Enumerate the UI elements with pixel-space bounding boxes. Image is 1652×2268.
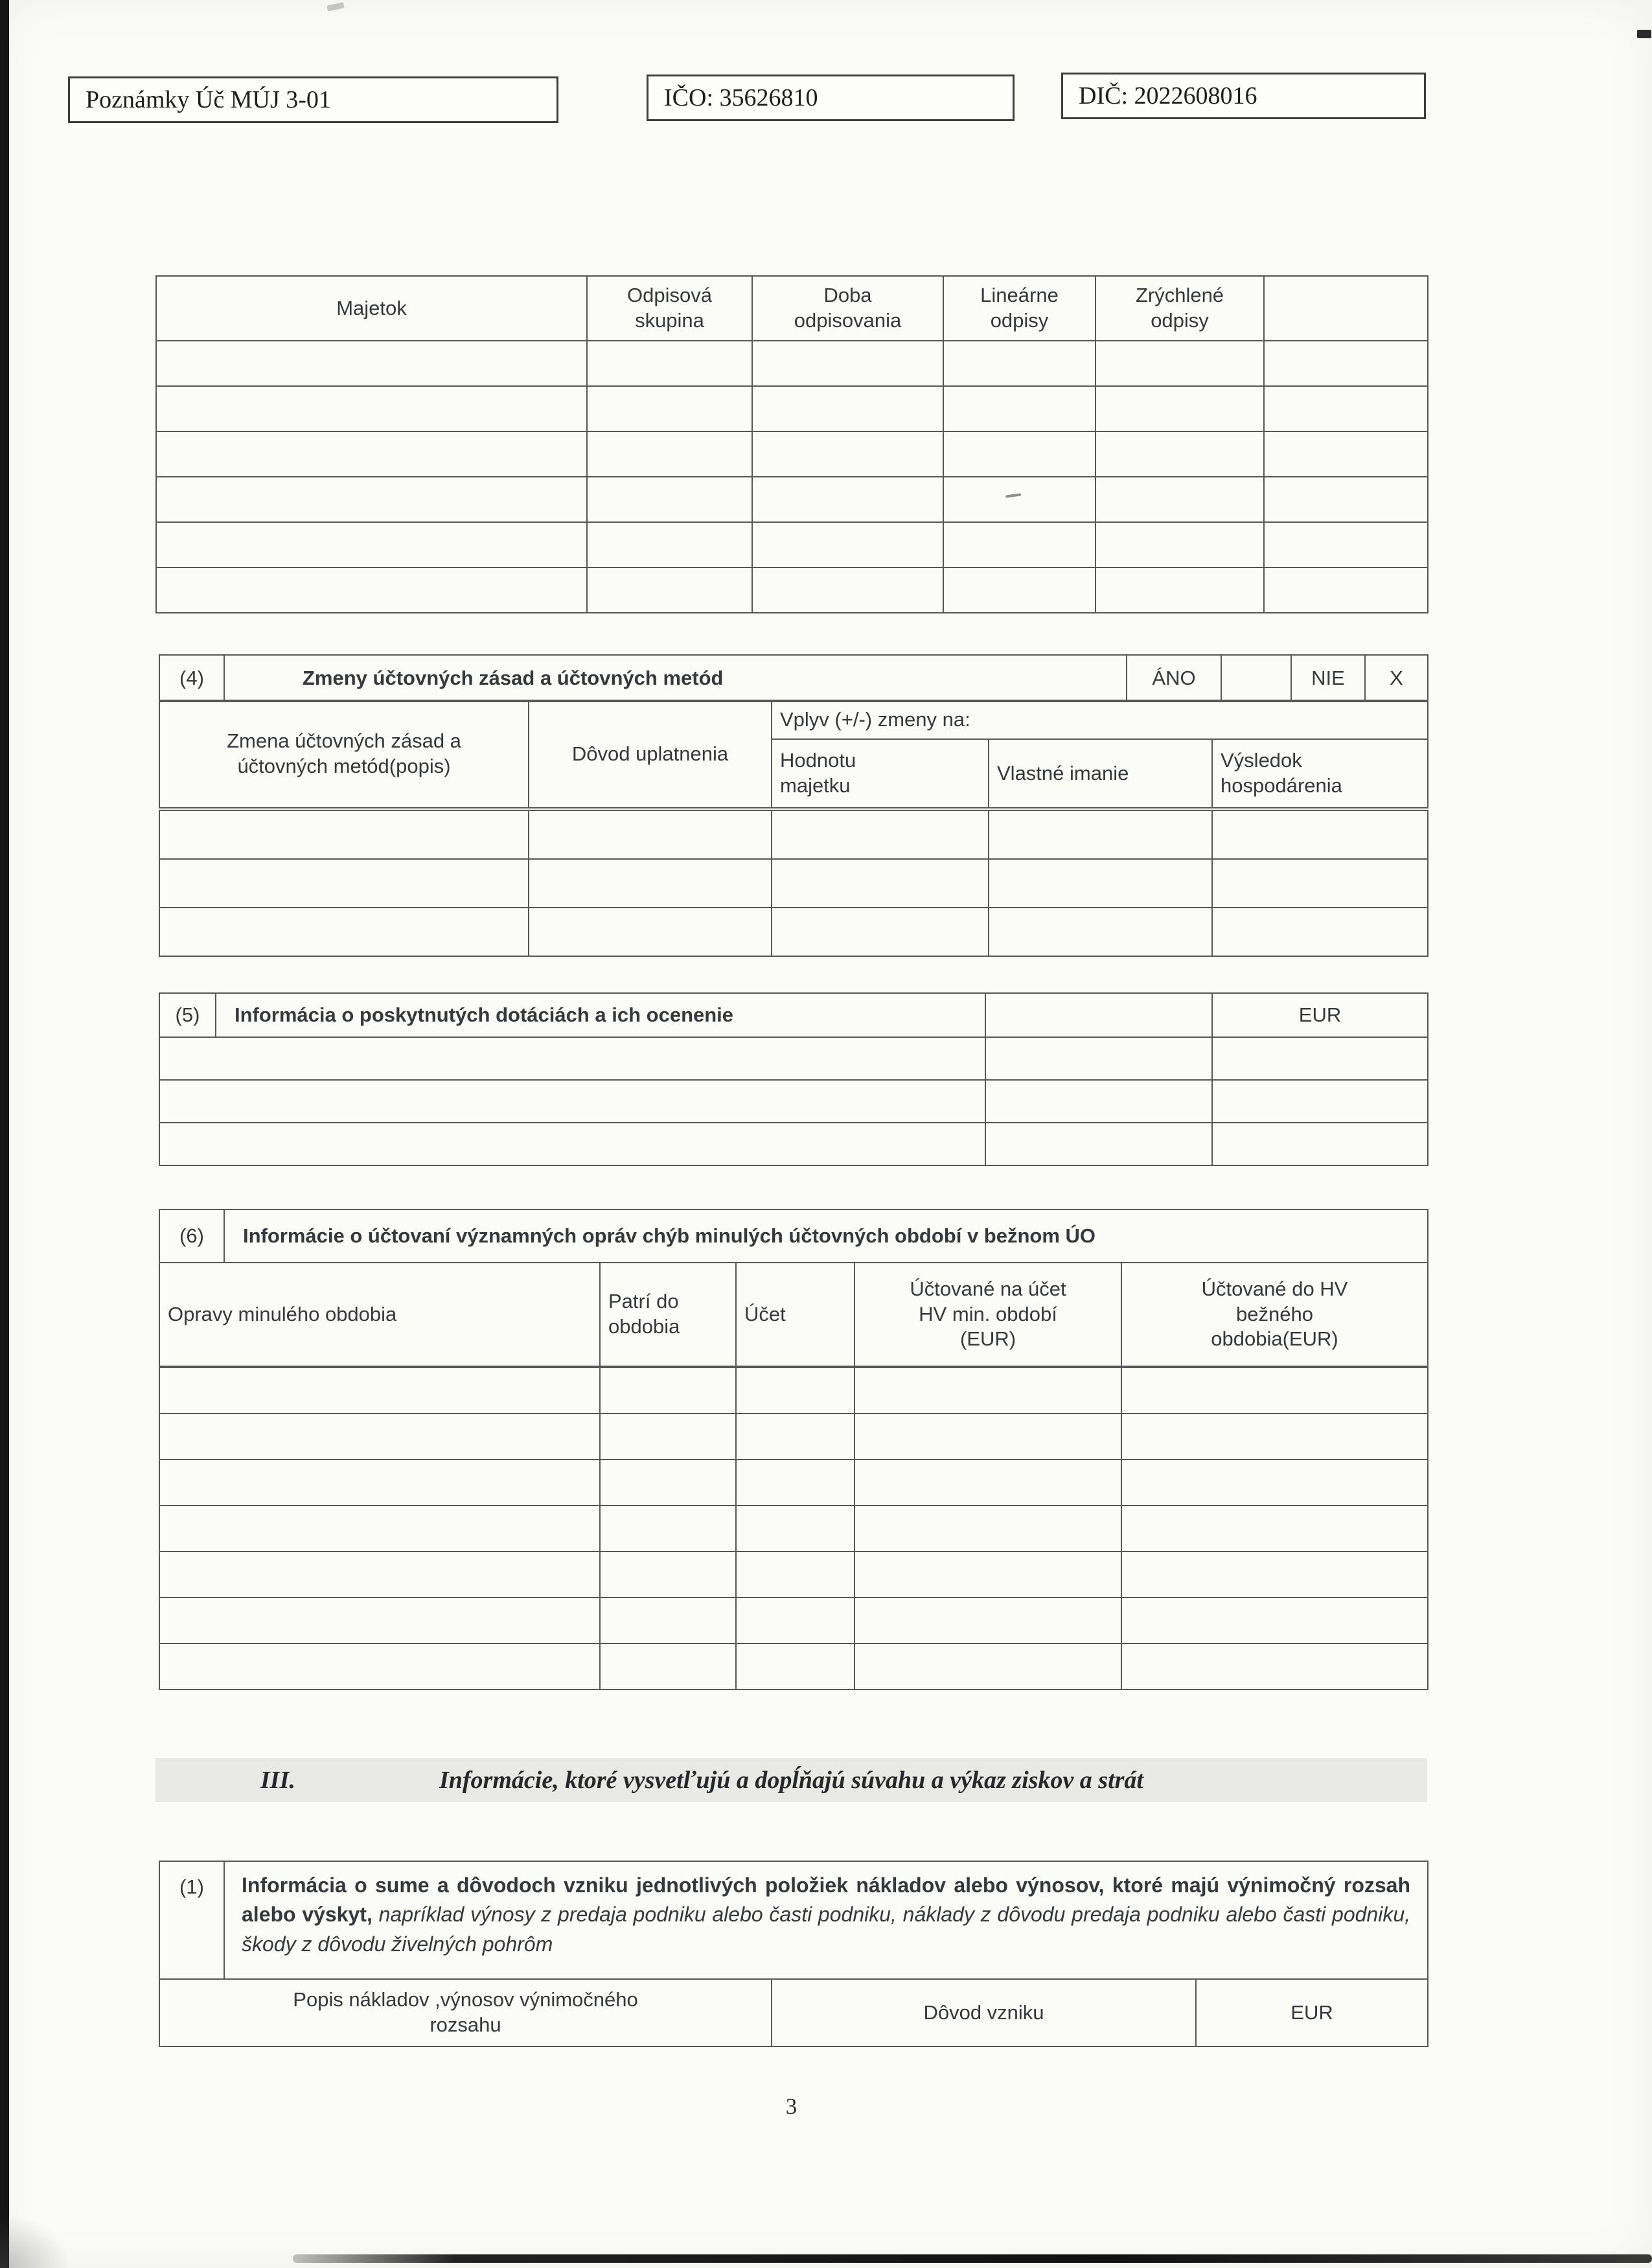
empty-cell: [985, 1123, 1212, 1165]
table-row: [159, 1080, 1428, 1123]
empty-cell: [159, 1037, 985, 1080]
empty-cell: [600, 1552, 736, 1598]
empty-cell: [587, 341, 752, 386]
empty-cell: [1121, 1598, 1428, 1644]
section5-title-row: [159, 992, 1427, 1038]
empty-cell: [1096, 522, 1264, 567]
empty-cell: [529, 859, 772, 908]
section4-title: Zmeny účtovných zásad a účtovných metód: [224, 655, 1127, 702]
dic-value: DIČ: 2022608016: [1079, 82, 1257, 109]
col-header-patri-do: [600, 1263, 736, 1366]
page-number: 3: [785, 2094, 797, 2119]
table-row: [159, 1460, 1428, 1506]
empty-cell: [587, 522, 752, 567]
nie-value-cell: X: [1365, 655, 1428, 702]
col-header-label: Hodnotu majetku: [780, 749, 856, 797]
col-header-opravy: Opravy minulého obdobia: [159, 1263, 600, 1366]
empty-cell: [587, 431, 752, 477]
col-header-ucet: Účet: [736, 1263, 855, 1366]
empty-cell: [159, 1123, 985, 1165]
empty-cell: [855, 1506, 1121, 1552]
section4-header-block: [159, 700, 1427, 808]
part-iii-numeral: III.: [260, 1767, 295, 1794]
col-header-vysledok: [1212, 739, 1428, 808]
empty-cell: [159, 1414, 600, 1460]
empty-cell: [943, 477, 1096, 522]
col-header-label: Zmena účtovných zásad a účtovných metód(popis): [227, 729, 461, 777]
col-header-label: Lineárne odpisy: [980, 284, 1059, 332]
scan-mark-artifact: [1637, 30, 1651, 38]
empty-cell: [156, 477, 587, 522]
empty-cell: [1096, 477, 1264, 522]
empty-cell: [736, 1368, 855, 1414]
empty-cell: [752, 477, 943, 522]
col-header-label: Zrýchlené odpisy: [1135, 284, 1224, 332]
scan-streak-artifact: [293, 2254, 1652, 2263]
empty-cell: [1264, 386, 1428, 431]
col-header-linearne-odpisy: [943, 276, 1096, 341]
empty-cell: [1264, 477, 1428, 522]
empty-cell: [159, 810, 529, 859]
empty-cell: [1121, 1460, 1428, 1506]
empty-cell: [855, 1598, 1121, 1644]
nie-label: NIE: [1291, 655, 1365, 702]
empty-cell: [736, 1414, 855, 1460]
empty-cell: [600, 1506, 736, 1552]
empty-cell: [855, 1368, 1121, 1414]
empty-cell: [1212, 1037, 1428, 1080]
scan-smudge-artifact: [0, 2214, 71, 2268]
empty-cell: [989, 859, 1212, 908]
section1-title-bold: Informácia o sume a dôvodoch vzniku jednotlivých položiek nákladov alebo výnosov, ktoré majú výnimočný rozsah alebo výskyt,: [242, 1873, 1410, 1927]
col-header-label: Odpisová skupina: [627, 284, 712, 332]
empty-cell: [989, 810, 1212, 859]
empty-cell: [600, 1414, 736, 1460]
empty-cell: [772, 908, 989, 956]
empty-cell: [600, 1368, 736, 1414]
section6-body: [159, 1367, 1427, 1690]
table-row: [156, 386, 1428, 431]
empty-cell: [1121, 1506, 1428, 1552]
empty-cell: [1264, 341, 1428, 386]
section4-number: (4): [159, 655, 224, 702]
empty-cell: [159, 1460, 600, 1506]
empty-cell: [159, 1368, 600, 1414]
table-row: [156, 431, 1428, 477]
table-row: [156, 522, 1428, 567]
section1-title: [224, 1861, 1428, 1979]
section6-header-row: [159, 1262, 1427, 1367]
col-header-doba-odpisovania: [752, 276, 943, 341]
empty-cell: [1212, 859, 1428, 908]
table-row: [159, 1598, 1428, 1644]
empty-cell: [1096, 431, 1264, 477]
table-row: [159, 1414, 1428, 1460]
table-row: [159, 1506, 1428, 1552]
empty-cell: [855, 1644, 1121, 1690]
empty-cell: [156, 386, 587, 431]
empty-cell: [159, 1552, 600, 1598]
empty-cell: [736, 1552, 855, 1598]
empty-cell: [855, 1414, 1121, 1460]
empty-cell: [943, 567, 1096, 613]
scan-edge-artifact: [0, 0, 9, 2268]
scan-mark-artifact: [327, 2, 344, 11]
table-row: [156, 567, 1428, 613]
section6-number: (6): [159, 1209, 224, 1263]
empty-cell: [772, 859, 989, 908]
empty-cell: [159, 1644, 600, 1690]
empty-cell: [943, 522, 1096, 567]
empty-cell: [156, 567, 587, 613]
empty-cell: [1264, 567, 1428, 613]
ico-value: IČO: 35626810: [664, 84, 818, 111]
empty-cell: [943, 386, 1096, 431]
section6-title-row: [159, 1209, 1427, 1263]
empty-cell: [989, 908, 1212, 956]
empty-cell: [985, 1037, 1212, 1080]
empty-cell: [1096, 341, 1264, 386]
col-header-label: Výsledok hospodárenia: [1221, 749, 1342, 797]
empty-cell: [159, 859, 529, 908]
empty-cell: [736, 1506, 855, 1552]
empty-cell: [1096, 386, 1264, 431]
table-row: [159, 1552, 1428, 1598]
ico-box: [647, 74, 1015, 121]
empty-cell: [156, 341, 587, 386]
col-header-dovod: Dôvod uplatnenia: [529, 700, 772, 808]
empty-cell: [159, 908, 529, 956]
empty-cell: [587, 386, 752, 431]
section5-number: (5): [159, 993, 216, 1037]
col-header-label: Patrí do obdobia: [608, 1290, 680, 1338]
section5-body: [159, 1037, 1427, 1166]
empty-cell: [156, 522, 587, 567]
form-title: Poznámky Úč MÚJ 3-01: [86, 86, 331, 113]
empty-cell: [529, 908, 772, 956]
table-row: [159, 810, 1428, 859]
table-row: [159, 1037, 1428, 1080]
col-header-label: Popis nákladov ,výnosov výnimočného rozsahu: [293, 1988, 638, 2036]
empty-cell: [855, 1460, 1121, 1506]
empty-cell: [736, 1460, 855, 1506]
col-header-label: Účtované do HV bežného obdobia(EUR): [1201, 1277, 1348, 1351]
empty-cell: [600, 1644, 736, 1690]
empty-cell: [943, 431, 1096, 477]
section4-body: [159, 810, 1427, 957]
empty-cell: [1212, 1080, 1428, 1123]
empty-cell: [1121, 1552, 1428, 1598]
empty-cell: [600, 1460, 736, 1506]
empty-cell: [752, 567, 943, 613]
section1-title-italic: napríklad výnosy z predaja podniku alebo časti podniku, náklady z dôvodu predaja podniku alebo časti podniku, škody z dôvodu živelných pohrôm: [242, 1903, 1411, 1956]
col-header-hodnotu-majetku: [772, 739, 989, 808]
part-iii-title: Informácie, ktoré vysvetľujú a dopĺňajú súvahu a výkaz ziskov a strát: [439, 1767, 1143, 1794]
empty-cell: [1212, 908, 1428, 956]
empty-cell: [1121, 1414, 1428, 1460]
col-header-majetok: Majetok: [156, 276, 587, 341]
empty-cell: [159, 1080, 985, 1123]
empty-cell: [752, 522, 943, 567]
col-header-label: Účtované na účet HV min. období (EUR): [910, 1277, 1066, 1351]
eur-label: EUR: [1212, 993, 1428, 1037]
empty-cell: [736, 1644, 855, 1690]
empty-cell: [943, 341, 1096, 386]
section1-number: (1): [159, 1861, 224, 1979]
ano-value-cell: [1221, 655, 1291, 702]
empty-cell: [985, 1080, 1212, 1123]
table-row: [159, 1123, 1428, 1165]
empty-cell: [1264, 522, 1428, 567]
empty-cell: [1096, 567, 1264, 613]
empty-cell: [752, 386, 943, 431]
table-row: [159, 1368, 1428, 1414]
dic-box: [1061, 73, 1426, 119]
empty-cell: [1212, 1123, 1428, 1165]
section1-header-row: [159, 1978, 1427, 2047]
empty-cell: [752, 341, 943, 386]
empty-cell: [985, 993, 1212, 1037]
empty-cell: [1121, 1644, 1428, 1690]
empty-cell: [159, 1598, 600, 1644]
empty-cell: [159, 1506, 600, 1552]
col-header-eur: EUR: [1196, 1979, 1428, 2046]
ano-label: ÁNO: [1127, 655, 1221, 702]
impact-header: Vplyv (+/-) zmeny na:: [772, 700, 1428, 739]
empty-cell: [156, 431, 587, 477]
col-header-popis-nakladov: [159, 1979, 772, 2046]
empty-cell: [587, 567, 752, 613]
empty-cell: [752, 431, 943, 477]
col-header-vlastne-imanie: Vlastné imanie: [989, 739, 1212, 808]
empty-cell: [1264, 431, 1428, 477]
empty-cell: [1212, 810, 1428, 859]
table-row: [156, 477, 1428, 522]
section4-title-row: [159, 654, 1427, 702]
table-row: [159, 1644, 1428, 1690]
section5-title: Informácia o poskytnutých dotáciách a ich ocenenie: [216, 993, 985, 1037]
empty-cell: [772, 810, 989, 859]
col-header-dovod-vzniku: Dôvod vzniku: [772, 1979, 1196, 2046]
form-title-box: [68, 76, 558, 123]
col-header-odpisova-skupina: [587, 276, 752, 341]
empty-cell: [736, 1598, 855, 1644]
table-row: [159, 908, 1428, 956]
col-header-blank: [1264, 276, 1428, 341]
col-header-zmena-zasad: [159, 700, 529, 808]
section6-title: Informácie o účtovaní významných opráv chýb minulých účtovných období v bežnom ÚO: [224, 1209, 1428, 1263]
col-header-zrychlene-odpisy: [1096, 276, 1264, 341]
col-header-label: Doba odpisovania: [794, 284, 902, 332]
empty-cell: [855, 1552, 1121, 1598]
depreciation-table: [155, 275, 1427, 613]
col-header-uctovane-hv-bezne: [1121, 1263, 1428, 1366]
empty-cell: [600, 1598, 736, 1644]
table-row: [156, 341, 1428, 386]
empty-cell: [1121, 1368, 1428, 1414]
empty-cell: [587, 477, 752, 522]
col-header-uctovane-hv-min: [855, 1263, 1121, 1366]
empty-cell: [529, 810, 772, 859]
table-row: [159, 859, 1428, 908]
section1-title-block: [159, 1861, 1427, 1980]
part-iii-heading: [155, 1758, 1427, 1802]
